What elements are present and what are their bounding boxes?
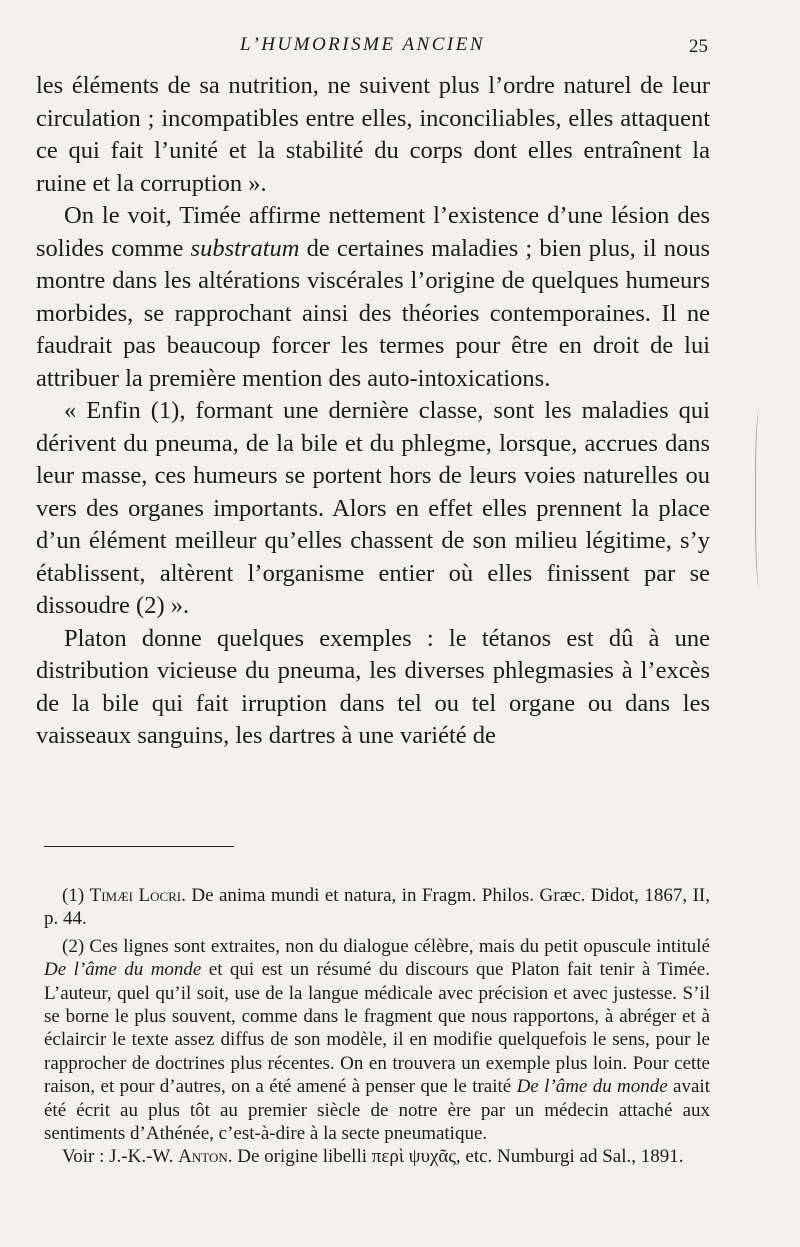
footnote-2-title-italic: De l’âme du monde xyxy=(44,959,202,981)
paragraph-4: Platon donne quelques exemples : le tétanos est dû à une distribution vicieuse du pneuma, les diverses phlegmasies à l’excès de la bile qui fait irruption dans tel ou tel organe ou dans les vaisseaux sanguins, les dartres à une variété de xyxy=(36,624,710,749)
paragraph-2-part: On le voit, Timée affirme nettement l’existence d’une lésion des solides comme xyxy=(36,202,710,262)
margin-bracket-mark xyxy=(755,408,766,588)
footnote-2-part: et qui est un résumé du discours que Platon fait tenir à Timée. L’auteur, quel qu’il soit, use de la langue médicale avec précision et avec justesse. S’il se borne le plus souvent, comme dans le fragment que nous rapportons, à abréger et à éclaircir le texte assez diffus de son modèle, il en modifie quelquefois le sens, pour le rapprocher de doctrines plus récentes. On en trouvera un exemple plus loin. Pour cette raison, et pour d’autres, on a été amené à penser que le traité xyxy=(44,959,710,1098)
reference-text: De origine libelli περὶ ψυχᾶς, etc. Numburgi ad Sal., 1891. xyxy=(232,1146,684,1168)
footnote-rule xyxy=(44,846,234,847)
running-title: L’HUMORISME ANCIEN xyxy=(240,34,486,55)
footnote-1-text: De anima mundi et natura, in Fragm. Philos. Græc. Didot, 1867, II, p. 44. xyxy=(44,885,710,930)
paragraph-3: « Enfin (1), formant une dernière classe, sont les maladies qui dérivent du pneuma, de la bile et du phlegme, lorsque, accrues dans leur masse, ces humeurs se portent hors de leurs voies naturelles ou vers des organes importants. Alors en effet elles prennent la place d’un élément meilleur qu’elles chassent de son milieu légitime, s’y établissent, altèrent l’organisme entier où elles finissent par se dissoudre (2) ». xyxy=(36,397,710,619)
paragraph-2-part: de certaines maladies ; bien plus, il nous montre dans les altérations viscérales l’origine de quelques humeurs morbides, se rapprochant ainsi des théories contemporaines. Il ne faudrait pas beaucoup forcer les termes pour être en droit de lui attribuer la première mention des auto-intoxications. xyxy=(36,234,710,392)
substratum-italic: substratum xyxy=(190,234,300,262)
footnote-2-reference xyxy=(44,1145,710,1168)
footnote-2-part: (2) Ces lignes sont extraites, non du dialogue célèbre, mais du petit opuscule intitulé xyxy=(62,935,710,957)
main-text xyxy=(36,70,710,753)
footnote-2-title-italic: De l’âme du monde xyxy=(516,1076,668,1098)
footnote-1-author: Timæi Locri. xyxy=(89,885,186,906)
paragraph-2 xyxy=(36,200,710,395)
reference-prefix: Voir : J.-K.-W. xyxy=(62,1146,179,1168)
footnote-2 xyxy=(44,935,710,1146)
reference-author: Anton. xyxy=(178,1146,233,1168)
footnote-1: (1) Timæi Locri. De anima mundi et natura, in Fragm. Philos. Græc. Didot, 1867, II, p. 44. xyxy=(44,885,710,930)
page-number: 25 xyxy=(689,36,708,57)
page-header xyxy=(0,34,800,58)
paragraph-1: les éléments de sa nutrition, ne suivent plus l’ordre naturel de leur circulation ; incompatibles entre elles, inconciliables, elles attaquent ce qui fait l’unité et la stabilité du corps dont elles entraînent la ruine et la corruption ». xyxy=(36,72,710,197)
footnotes xyxy=(44,884,710,1169)
footnote-2-part: avait été écrit au plus tôt au premier siècle de notre ère par un médecin attaché aux sentiments d’Athénée, c’est-à-dire à la secte pneumatique. xyxy=(44,1076,710,1145)
